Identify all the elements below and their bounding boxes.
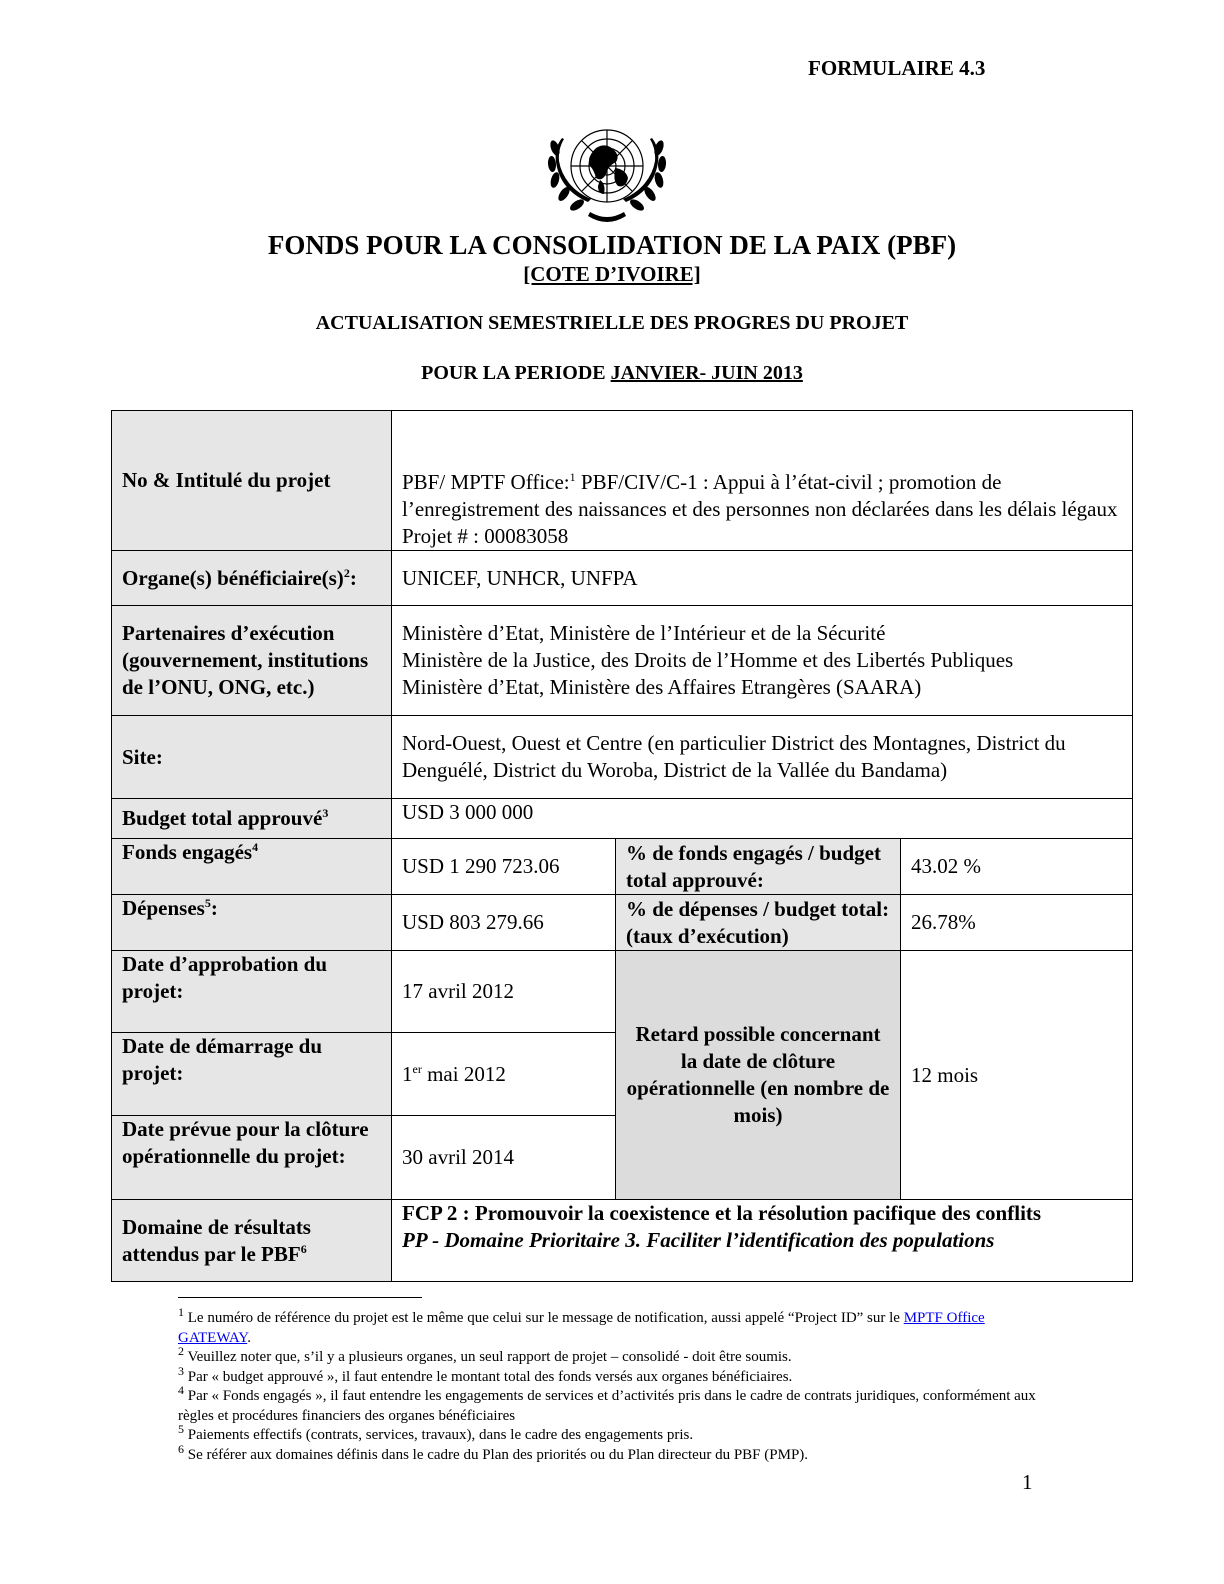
footnote-ref: 6: [300, 1241, 307, 1256]
site-value: Nord-Ouest, Ouest et Centre (en particulier District des Montagnes, District du Denguélé, District du Woroba, District de la Vallée du Bandama): [392, 716, 1133, 799]
expenses-pct-value: 26.78%: [901, 895, 1133, 951]
footnote-number: 2: [178, 1344, 184, 1358]
footnote-ref: 1: [569, 470, 576, 484]
approval-label: Date d’approbation du projet:: [112, 951, 392, 1033]
table-row: [112, 1200, 1133, 1282]
footnote-number: 3: [178, 1363, 184, 1378]
expenses-value: USD 803 279.66: [392, 895, 616, 951]
footnote-ref: 5: [204, 896, 211, 910]
partner-item: Ministère d’Etat, Ministère des Affaires Etrangères (SAARA): [402, 675, 922, 699]
project-office-label: PBF/ MPTF Office:: [402, 470, 570, 494]
committed-pct-label: % de fonds engagés / budget total approuvé:: [616, 839, 901, 895]
footnote-number: 6: [178, 1441, 184, 1456]
footnote-5: [178, 1422, 1048, 1446]
partner-item: Ministère d’Etat, Ministère de l’Intérieur et de la Sécurité: [402, 621, 886, 645]
footnote-ref: 3: [322, 806, 329, 820]
footnote-ref: 2: [343, 565, 350, 580]
expenses-label-suffix: :: [210, 896, 218, 920]
start-value: [392, 1033, 616, 1116]
committed-label-text: Fonds engagés: [122, 840, 253, 864]
results-value: [392, 1200, 1133, 1282]
budget-label: [112, 799, 392, 839]
organs-label-text: Organe(s) bénéficiaire(s): [122, 565, 344, 590]
results-label: [112, 1200, 392, 1282]
budget-value: USD 3 000 000: [392, 799, 1133, 839]
ordinal-suffix: er: [412, 1061, 422, 1076]
un-emblem-icon: [540, 118, 674, 230]
reporting-period: [0, 362, 1224, 385]
form-number: FORMULAIRE 4.3: [808, 56, 986, 80]
footnote-number: 1: [178, 1305, 184, 1319]
project-label: No & Intitulé du projet: [112, 411, 392, 551]
footnote-text: Se référer aux domaines définis dans le cadre du Plan des priorités ou du Plan directeur du PBF (PMP).: [184, 1446, 809, 1463]
footnote-ref: 4: [252, 840, 259, 854]
footnote-number: 4: [178, 1383, 184, 1397]
expenses-label: [112, 895, 392, 951]
document-title: FONDS POUR LA CONSOLIDATION DE LA PAIX (PBF): [267, 230, 957, 260]
footnote-text: Par « budget approuvé », il faut entendre le montant total des fonds versés aux organes bénéficiaires.: [184, 1368, 793, 1385]
table-row: [112, 606, 1133, 716]
table-row: [112, 895, 1133, 951]
mptf-gateway-link[interactable]: MPTF Office GATEWAY: [178, 1310, 985, 1346]
period-value: JANVIER- JUIN 2013: [610, 362, 803, 384]
footnote-1: [178, 1305, 1048, 1348]
partner-item: Ministère de la Justice, des Droits de l’Homme et des Libertés Publiques: [402, 648, 1014, 672]
budget-label-text: Budget total approuvé: [122, 806, 323, 830]
footnote-4: [178, 1383, 1048, 1426]
table-row: [112, 839, 1133, 895]
partners-value: [392, 606, 1133, 716]
results-fcp: FCP 2 : Promouvoir la coexistence et la résolution pacifique des conflits: [402, 1201, 1042, 1225]
expenses-pct-label: % de dépenses / budget total: (taux d’exécution): [616, 895, 901, 951]
partners-label: Partenaires d’exécution (gouvernement, institutions de l’ONU, ONG, etc.): [112, 606, 392, 716]
table-row: [112, 716, 1133, 799]
project-title-text: PBF/CIV/C-1 : Appui à l’état-civil ; promotion de l’enregistrement des naissances et des personnes non déclarées dans les délais légaux: [402, 470, 1118, 521]
committed-pct-value: 43.02 %: [901, 839, 1133, 895]
start-month-year: mai 2012: [421, 1061, 506, 1086]
footnote-6: [178, 1441, 1048, 1466]
country-text: [COTE D’IVOIRE]: [523, 262, 701, 286]
footnote-separator: [178, 1297, 422, 1298]
expenses-label-text: Dépenses: [122, 896, 205, 920]
footnote-text: Par « Fonds engagés », il faut entendre les engagements de services et d’activités pris dans le cadre de contrats juridiques, conformément aux règles et procédures financiers des organes bénéficiaires: [178, 1388, 1036, 1424]
table-row: [112, 551, 1133, 606]
delay-label: Retard possible concernant la date de clôture opérationnelle (en nombre de mois): [616, 951, 901, 1200]
approval-value: 17 avril 2012: [392, 951, 616, 1033]
results-label-text: Domaine de résultats attendus par le PBF: [122, 1214, 311, 1266]
document-subtitle: ACTUALISATION SEMESTRIELLE DES PROGRES DU PROJET: [315, 312, 909, 334]
table-row: [112, 799, 1133, 839]
footnote-number: 5: [178, 1422, 184, 1436]
country-label: [0, 262, 1224, 287]
organs-label-suffix: :: [349, 565, 357, 590]
committed-value: USD 1 290 723.06: [392, 839, 616, 895]
start-label: Date de démarrage du projet:: [112, 1033, 392, 1116]
delay-value: 12 mois: [901, 951, 1133, 1200]
closure-value: 30 avril 2014: [392, 1116, 616, 1200]
organs-value: UNICEF, UNHCR, UNFPA: [392, 551, 1133, 606]
page-number: 1: [1022, 1470, 1033, 1494]
project-title: [402, 469, 1122, 523]
committed-label: [112, 839, 392, 895]
organs-label: [112, 551, 392, 606]
footnote-3: [178, 1363, 1048, 1388]
period-prefix: POUR LA PERIODE: [421, 362, 611, 384]
table-row: [112, 951, 1133, 1033]
footnote-2: [178, 1344, 1048, 1368]
project-info-table: [111, 410, 1133, 1282]
footnote-end: .: [247, 1329, 251, 1346]
footnotes: [178, 1305, 1048, 1465]
footnote-text: Veuillez noter que, s’il y a plusieurs organes, un seul rapport de projet – consolidé - doit être soumis.: [184, 1349, 792, 1365]
footnote-text: Le numéro de référence du projet est le même que celui sur le message de notification, aussi appelé “Project ID” sur le: [184, 1310, 904, 1326]
table-row: [112, 411, 1133, 551]
site-label: Site:: [112, 716, 392, 799]
project-number: Projet # : 00083058: [402, 524, 569, 548]
results-priority: PP - Domaine Prioritaire 3. Faciliter l’identification des populations: [402, 1228, 995, 1252]
footnote-text: Paiements effectifs (contrats, services, travaux), dans le cadre des engagements pris.: [184, 1427, 694, 1443]
closure-label: Date prévue pour la clôture opérationnelle du projet:: [112, 1116, 392, 1200]
start-day: 1: [402, 1061, 413, 1086]
project-value: [392, 411, 1133, 551]
